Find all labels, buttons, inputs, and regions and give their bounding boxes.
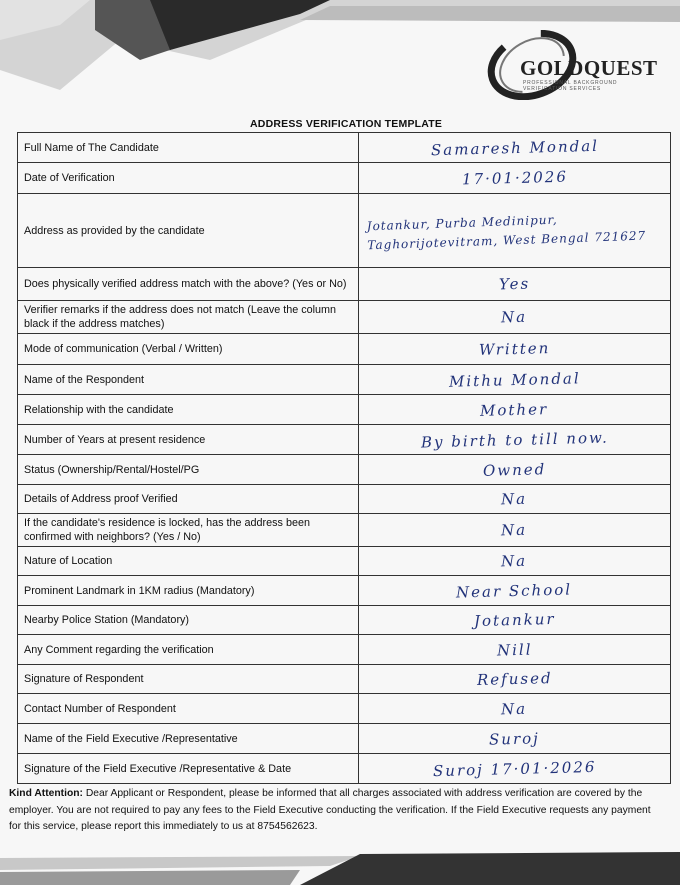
field-answer: Na bbox=[501, 520, 528, 540]
field-label: Relationship with the candidate bbox=[18, 395, 359, 425]
notice-text: Dear Applicant or Respondent, please be informed that all charges associated with address verification are covered by the employer. You are not required to pay any fees to the Field Executive conducting the verification. If the Field Executive requests any payment for this service, please report this immediately to us at 8754562623. bbox=[9, 788, 651, 832]
field-answer: 17·01·2026 bbox=[461, 167, 568, 189]
field-answer: Jotankur, Purba Medinipur, Taghorijotevitram, West Bengal 721627 bbox=[366, 212, 647, 252]
field-label: Status (Ownership/Rental/Hostel/PG bbox=[18, 455, 359, 485]
field-label: Full Name of The Candidate bbox=[18, 133, 359, 163]
field-label: Number of Years at present residence bbox=[18, 425, 359, 455]
field-answer: Owned bbox=[482, 459, 547, 480]
table-row bbox=[18, 576, 671, 606]
field-answer: Nill bbox=[496, 640, 533, 659]
table-row bbox=[18, 301, 671, 334]
table-row bbox=[18, 455, 671, 485]
field-answer: Refused bbox=[476, 669, 553, 689]
field-label: Nature of Location bbox=[18, 547, 359, 576]
table-row bbox=[18, 665, 671, 694]
logo-tagline: PROFESSIONAL BACKGROUND VERIFICATION SERVICES bbox=[523, 80, 618, 92]
field-label: Signature of the Field Executive /Representative & Date bbox=[18, 754, 359, 784]
field-label: If the candidate's residence is locked, has the address been confirmed with neighbors? (Yes / No) bbox=[18, 514, 359, 547]
field-label: Nearby Police Station (Mandatory) bbox=[18, 606, 359, 635]
table-row bbox=[18, 365, 671, 395]
field-answer: Jotankur bbox=[473, 609, 556, 631]
field-answer: Samaresh Mondal bbox=[430, 136, 599, 159]
field-label: Does physically verified address match with the above? (Yes or No) bbox=[18, 268, 359, 301]
field-label: Mode of communication (Verbal / Written) bbox=[18, 334, 359, 365]
field-label: Signature of Respondent bbox=[18, 665, 359, 694]
field-answer: Na bbox=[501, 489, 528, 509]
document-title: ADDRESS VERIFICATION TEMPLATE bbox=[250, 118, 443, 130]
table-row bbox=[18, 485, 671, 514]
table-row bbox=[18, 268, 671, 301]
field-label: Details of Address proof Verified bbox=[18, 485, 359, 514]
notice-label: Kind Attention: bbox=[9, 788, 83, 799]
table-row bbox=[18, 635, 671, 665]
field-label: Prominent Landmark in 1KM radius (Mandatory) bbox=[18, 576, 359, 606]
table-row bbox=[18, 754, 671, 784]
field-answer: Na bbox=[501, 307, 528, 327]
field-answer: Suroj 17·01·2026 bbox=[432, 757, 597, 780]
field-label: Contact Number of Respondent bbox=[18, 694, 359, 724]
field-answer: Na bbox=[501, 551, 528, 571]
field-answer: Yes bbox=[498, 274, 531, 294]
table-row bbox=[18, 194, 671, 268]
table-row bbox=[18, 425, 671, 455]
field-label: Name of the Field Executive /Representative bbox=[18, 724, 359, 754]
field-answer: By birth to till now. bbox=[420, 428, 609, 451]
table-row bbox=[18, 724, 671, 754]
field-label: Address as provided by the candidate bbox=[18, 194, 359, 268]
footer-banner bbox=[0, 850, 680, 885]
table-row bbox=[18, 163, 671, 194]
table-row bbox=[18, 547, 671, 576]
field-answer: Mother bbox=[480, 399, 549, 420]
field-answer: Mithu Mondal bbox=[448, 368, 581, 391]
kind-attention-notice bbox=[9, 786, 665, 836]
logo-wordmark: GOLDQUEST bbox=[520, 56, 658, 80]
field-label: Date of Verification bbox=[18, 163, 359, 194]
field-answer: Na bbox=[501, 699, 528, 718]
table-row bbox=[18, 694, 671, 724]
table-row bbox=[18, 133, 671, 163]
field-answer: Near School bbox=[456, 579, 573, 602]
table-row bbox=[18, 334, 671, 365]
table-row bbox=[18, 514, 671, 547]
field-label: Name of the Respondent bbox=[18, 365, 359, 395]
table-row bbox=[18, 606, 671, 635]
field-label: Any Comment regarding the verification bbox=[18, 635, 359, 665]
field-answer: Suroj bbox=[488, 728, 541, 749]
table-row bbox=[18, 395, 671, 425]
address-verification-table bbox=[17, 132, 671, 784]
field-answer: Written bbox=[478, 339, 551, 359]
field-label: Verifier remarks if the address does not match (Leave the column black if the address matches) bbox=[18, 301, 359, 334]
